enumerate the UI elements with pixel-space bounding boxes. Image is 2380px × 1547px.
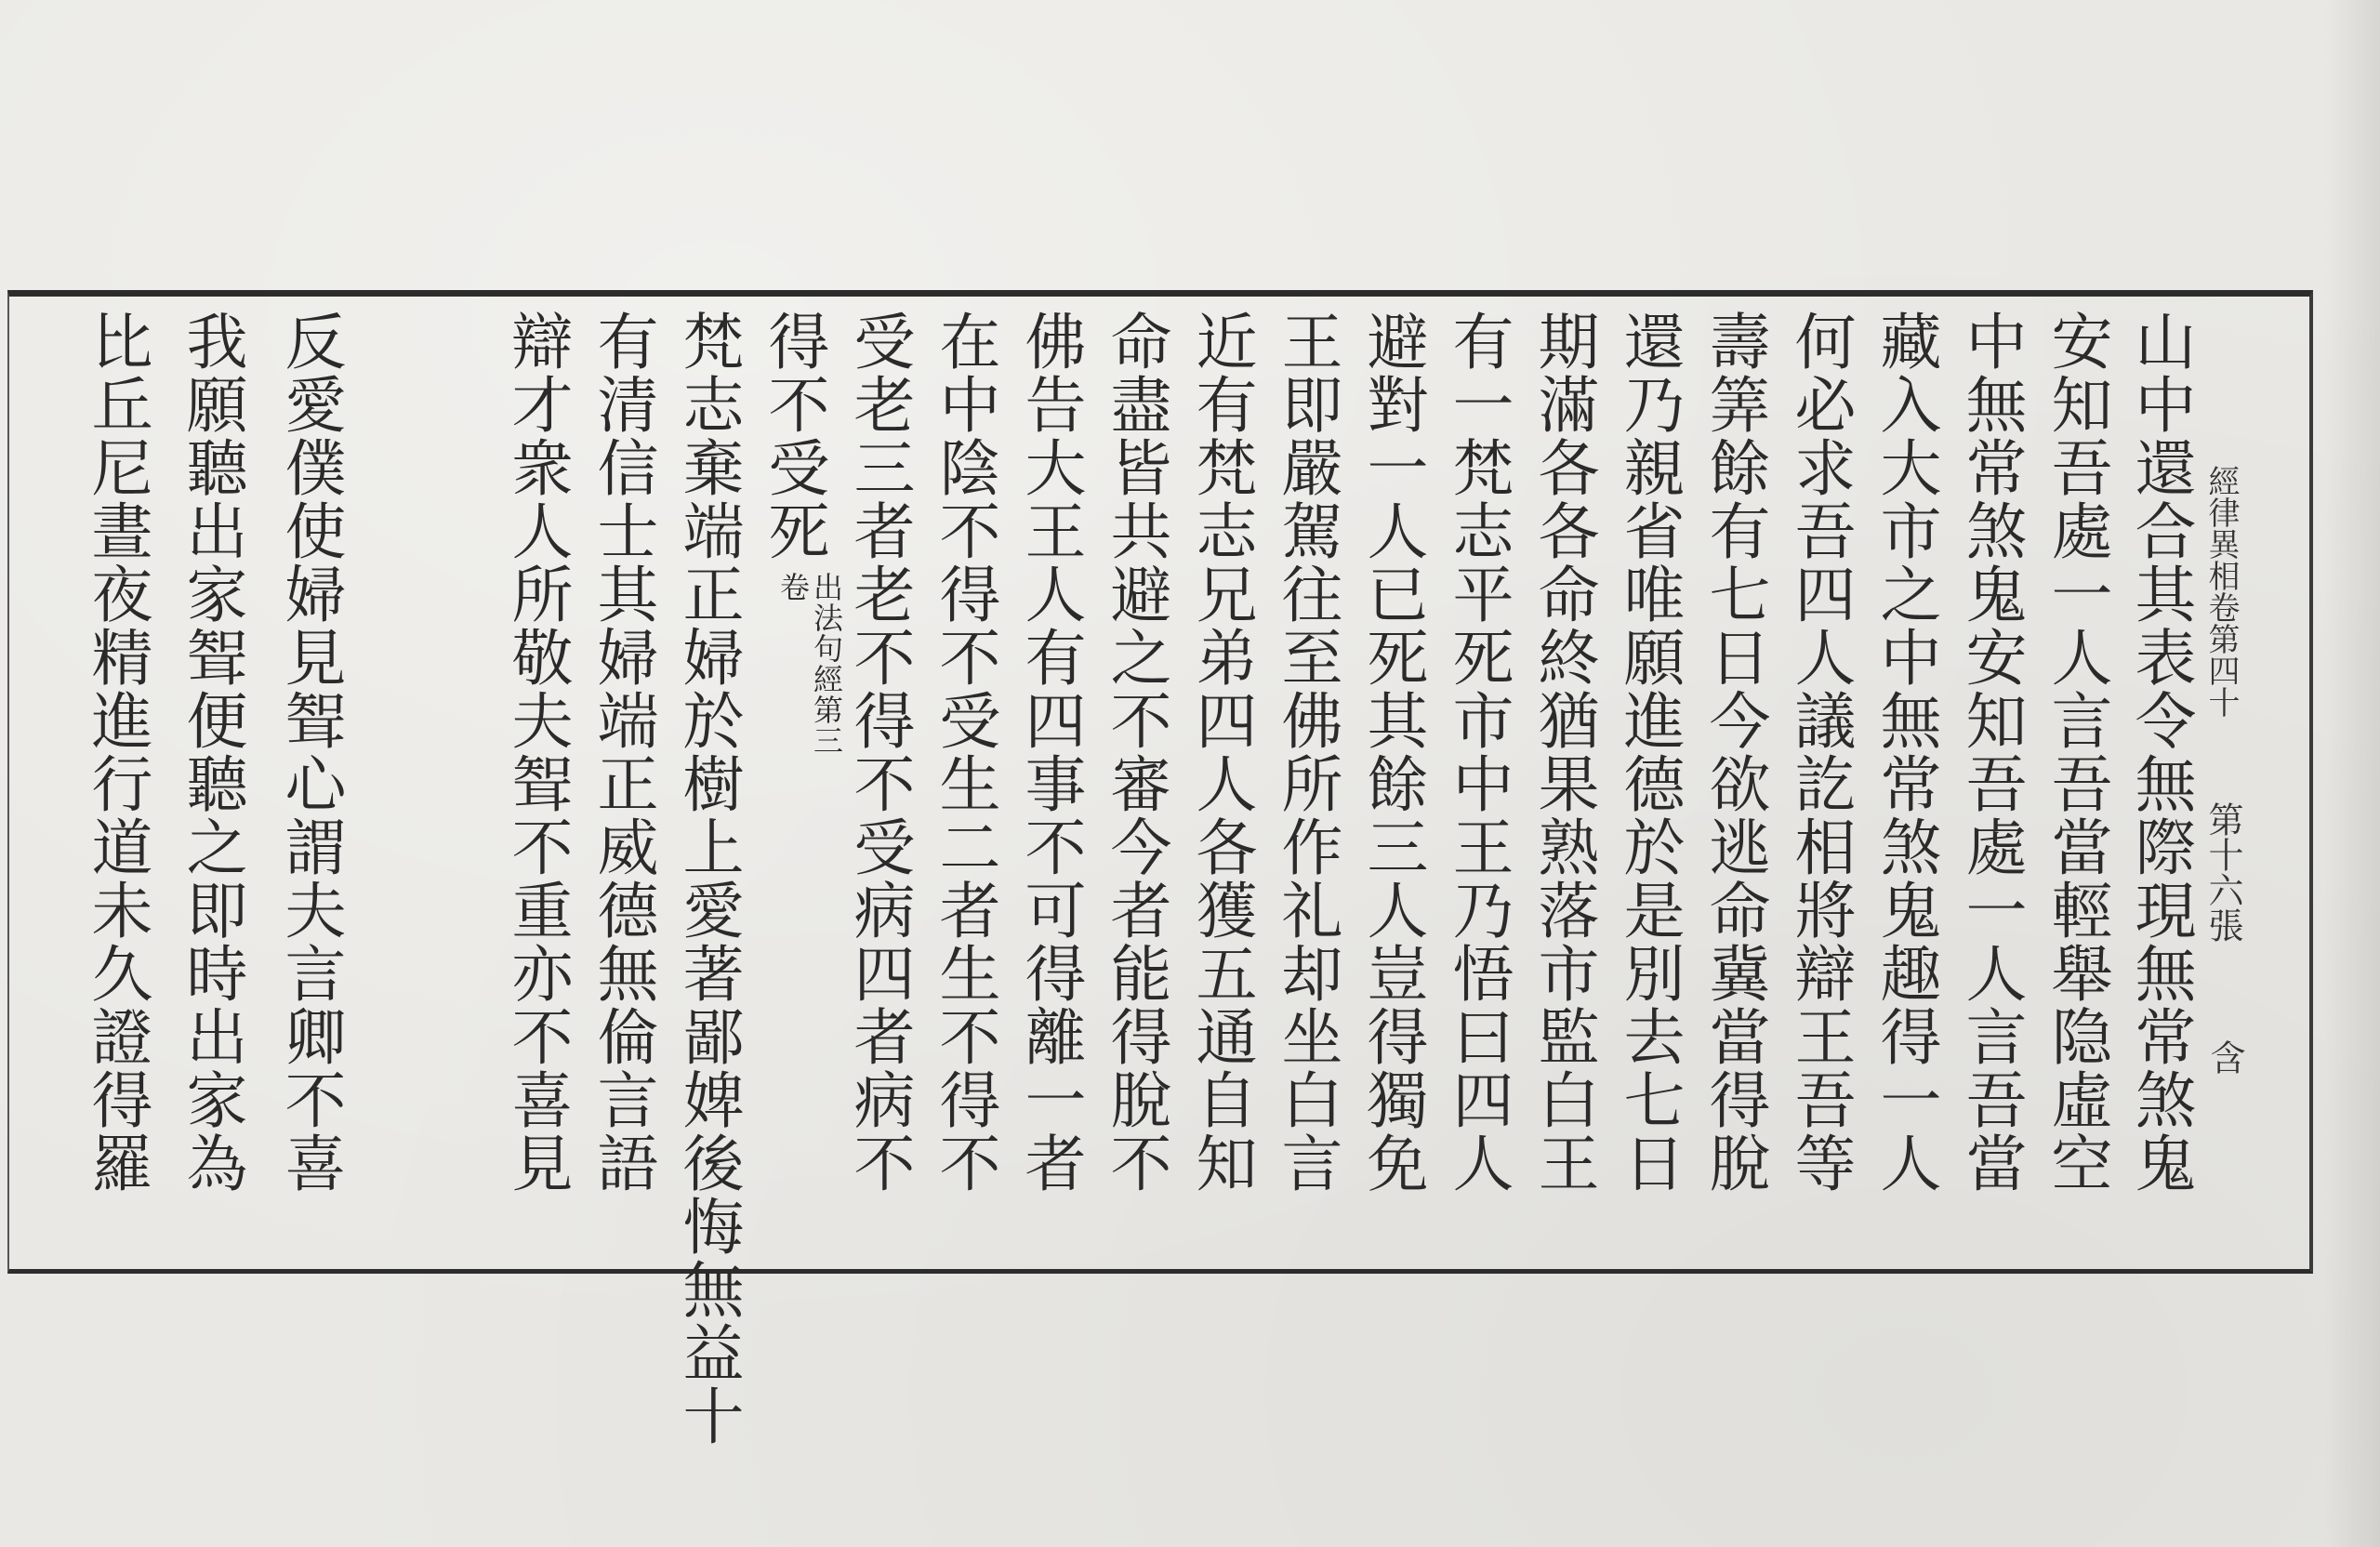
text-column-8: 期滿各各命終猶果熟落市監白王: [1527, 310, 1599, 1195]
text-column-1: 山中還合其表令無際現無常煞鬼: [2124, 310, 2196, 1195]
text-column-12: 近有梵志兄弟四人各獲五通自知: [1185, 310, 1257, 1195]
margin-title: 經律異相卷第四十: [2202, 465, 2240, 718]
text-column-22: 我願聽出家聟便聽之即時出家為: [176, 310, 247, 1195]
source-note: 出法句經第三卷: [775, 572, 844, 756]
text-column-14: 佛告大王人有四事不可得離一者: [1014, 310, 1086, 1195]
text-column-10: 避對一人已死其餘三人豈得獨免: [1356, 310, 1428, 1195]
text-column-13: 命盡皆共避之不審今者能得脫不: [1100, 310, 1171, 1195]
text-column-9: 有一梵志平死市中王乃悟曰四人: [1442, 310, 1514, 1195]
margin-mark: 含: [2204, 1039, 2245, 1075]
text-column-21: 反愛僕使婦見聟心謂夫言卿不喜: [274, 310, 346, 1195]
column-17-text: 得不受死: [758, 310, 829, 562]
text-column-4: 藏入大市之中無常煞鬼趣得一人: [1870, 310, 1941, 1195]
text-column-17: [758, 310, 844, 1263]
text-column-15: 在中陰不得不受生二者生不得不: [929, 310, 1000, 1195]
text-column-3: 中無常煞鬼安知吾處一人言吾當: [1955, 310, 2027, 1195]
text-column-18: 梵志棄端正婦於樹上愛著鄙婢後悔無益十: [672, 310, 744, 1448]
text-column-7: 還乃親省唯願進德於是別去七日: [1613, 310, 1685, 1195]
text-column-16: 受老三者老不得不受病四者病不: [843, 310, 915, 1195]
page-label: 第十六張: [2202, 801, 2243, 943]
text-column-19: 有清信士其婦端正威德無倫言語: [587, 310, 658, 1195]
text-column-11: 王即嚴駕往至佛所作礼却坐白言: [1271, 310, 1342, 1195]
text-column-2: 安知吾處一人言吾當輕舉隐虛空: [2041, 310, 2112, 1195]
text-column-5: 何必求吾四人議訖相將辯王吾等: [1784, 310, 1856, 1195]
text-column-6: 壽筭餘有七日今欲逃命冀當得脫: [1699, 310, 1770, 1195]
text-column-23: 比丘尼晝夜精進行道未久證得羅: [81, 310, 152, 1195]
text-column-20: 辯才衆人所敬夫聟不重亦不喜見: [501, 310, 573, 1195]
page-edge-shadow: [2324, 0, 2380, 1547]
